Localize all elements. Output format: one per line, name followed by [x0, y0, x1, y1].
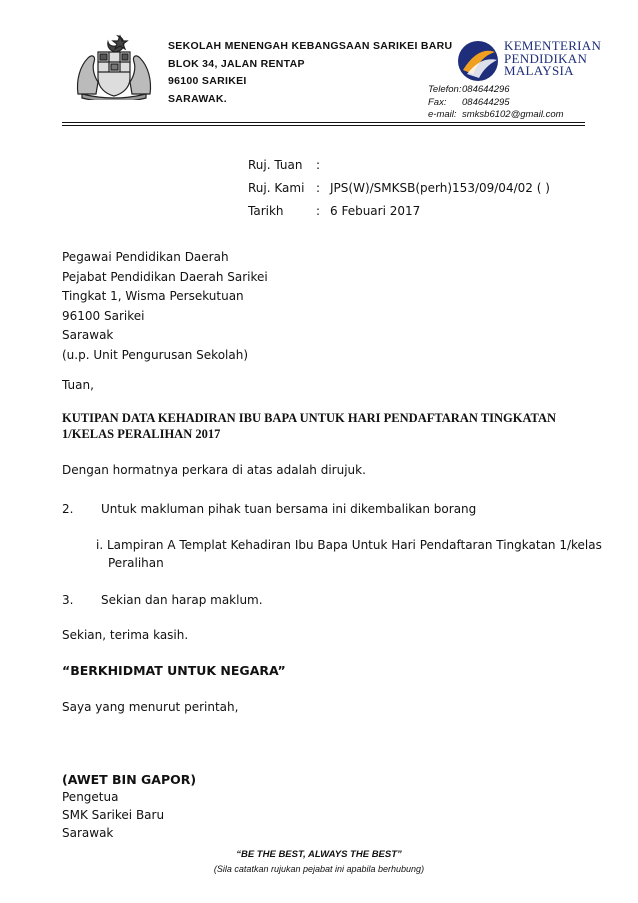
signatory-state: Sarawak: [62, 826, 114, 840]
email-row: e-mail: smksb6102@gmail.com: [428, 109, 564, 120]
fax-row: Fax: 084644295: [428, 96, 510, 108]
paragraph-3: Sekian dan harap maklum.: [101, 593, 263, 607]
ministry-logo-icon: [455, 38, 501, 84]
ref-tuan-row: Ruj. Tuan :: [248, 158, 321, 172]
phone-row: Telefon: 084644296: [428, 84, 510, 95]
footer-motto: “BE THE BEST, ALWAYS THE BEST”: [236, 849, 402, 860]
letterhead-divider-thin: [62, 125, 585, 126]
ref-date-row: Tarikh : 6 Febuari 2017: [248, 204, 421, 218]
school-postcode-line: 96100 SARIKEI: [168, 75, 247, 87]
closing-line: Sekian, terima kasih.: [62, 628, 189, 642]
recipient-address: Pegawai Pendidikan Daerah Pejabat Pendidikan Daerah Sarikei Tingkat 1, Wisma Persekutuan 96100 Sarikei Sarawak (u.p. Unit Pengurusan Sekolah): [62, 250, 268, 362]
ministry-name: KEMENTERIAN PENDIDIKAN MALAYSIA: [504, 38, 602, 78]
paragraph-2: Untuk makluman pihak tuan bersama ini dikembalikan borang: [101, 502, 477, 516]
signatory-school: SMK Sarikei Baru: [62, 808, 165, 822]
ref-kami-row: Ruj. Kami : JPS(W)/SMKSB(perh)153/09/04/02 ( ): [248, 181, 550, 195]
school-address-line: BLOK 34, JALAN RENTAP: [168, 57, 305, 70]
signatory-name: (AWET BIN GAPOR): [62, 772, 197, 787]
signatory-title: Pengetua: [62, 790, 119, 804]
slogan: “BERKHIDMAT UNTUK NEGARA”: [62, 663, 286, 678]
sign-off: Saya yang menurut perintah,: [62, 700, 239, 714]
school-state-line: SARAWAK.: [168, 92, 227, 105]
list-item-i: i. Lampiran A Templat Kehadiran Ibu Bapa Untuk Hari Pendaftaran Tingkatan 1/kelas: [96, 538, 602, 552]
salutation: Tuan,: [62, 378, 94, 392]
contact-details: [428, 84, 564, 122]
paragraph-2-number: 2.: [62, 502, 74, 516]
letterhead-divider: [62, 122, 585, 123]
coat-of-arms-logo: [72, 32, 156, 100]
letter-subject: KUTIPAN DATA KEHADIRAN IBU BAPA UNTUK HARI PENDAFTARAN TINGKATAN 1/KELAS PERALIHAN 2017: [62, 411, 557, 441]
list-item-i-continued: Peralihan: [108, 556, 164, 570]
school-name: SEKOLAH MENENGAH KEBANGSAAN SARIKEI BARU: [168, 40, 453, 52]
footer-note: (Sila catatkan rujukan pejabat ini apabila berhubung): [213, 864, 425, 874]
school-address-block: [168, 38, 452, 108]
paragraph-1: Dengan hormatnya perkara di atas adalah dirujuk.: [62, 463, 366, 477]
paragraph-3-number: 3.: [62, 593, 74, 607]
